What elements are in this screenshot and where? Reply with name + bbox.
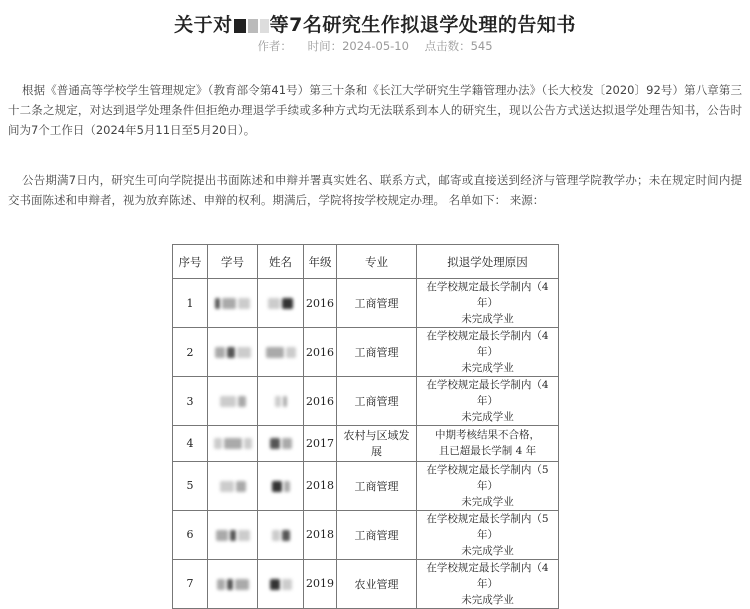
- article-header: [0, 10, 750, 37]
- header-reason: 拟退学处理原因: [417, 245, 559, 279]
- redacted-student-name: [258, 328, 304, 377]
- header-student-id: 学号: [208, 245, 258, 279]
- redacted-student-name: [258, 377, 304, 426]
- table-row: [173, 510, 559, 559]
- article-title: [174, 14, 576, 36]
- row-reason: 在学校规定最长学制内（4年） 未完成学业: [417, 559, 559, 608]
- redacted-name-block: [260, 19, 269, 33]
- table-row: [173, 328, 559, 377]
- table-row: [173, 377, 559, 426]
- row-reason: 在学校规定最长学制内（5年） 未完成学业: [417, 461, 559, 510]
- header-major: 专业: [337, 245, 417, 279]
- article-meta: [0, 38, 750, 54]
- redacted-student-id: [208, 510, 258, 559]
- row-no: 2: [173, 328, 208, 377]
- row-major: 农村与区域发展: [337, 426, 417, 462]
- row-no: 1: [173, 279, 208, 328]
- row-grade: 2019: [304, 559, 337, 608]
- row-no: 3: [173, 377, 208, 426]
- row-no: 7: [173, 559, 208, 608]
- row-grade: 2016: [304, 279, 337, 328]
- author-label: 作者：: [257, 39, 292, 53]
- table-row: [173, 559, 559, 608]
- row-no: 5: [173, 461, 208, 510]
- row-major: 工商管理: [337, 461, 417, 510]
- redacted-student-name: [258, 426, 304, 462]
- redacted-name-block: [248, 19, 258, 33]
- header-no: 序号: [173, 245, 208, 279]
- row-reason: 在学校规定最长学制内（4年） 未完成学业: [417, 328, 559, 377]
- row-no: 4: [173, 426, 208, 462]
- row-major: 工商管理: [337, 328, 417, 377]
- header-name: 姓名: [258, 245, 304, 279]
- publish-time: 时间：2024-05-10: [307, 39, 409, 53]
- row-reason: 在学校规定最长学制内（5年） 未完成学业: [417, 510, 559, 559]
- redacted-student-id: [208, 426, 258, 462]
- redacted-student-id: [208, 328, 258, 377]
- hit-count: 点击数：545: [424, 39, 493, 53]
- header-grade: 年级: [304, 245, 337, 279]
- row-grade: 2018: [304, 510, 337, 559]
- row-major: 农业管理: [337, 559, 417, 608]
- redacted-student-id: [208, 279, 258, 328]
- row-reason: 在学校规定最长学制内（4年） 未完成学业: [417, 377, 559, 426]
- row-major: 工商管理: [337, 377, 417, 426]
- title-prefix: 关于对: [174, 14, 233, 36]
- row-major: 工商管理: [337, 279, 417, 328]
- table-row: [173, 426, 559, 462]
- row-reason: 中期考核结果不合格， 且已超最长学制 4 年: [417, 426, 559, 462]
- redacted-name-block: [234, 19, 246, 33]
- redacted-student-id: [208, 559, 258, 608]
- redacted-student-id: [208, 461, 258, 510]
- table-header-row: [173, 245, 559, 279]
- intro-paragraph: 根据《普通高等学校学生管理规定》（教育部令第41号）第三十条和《长江大学研究生学籍管理办法》（长大校发〔2020〕92号）第八章第三十二条之规定，对达到退学处理条件但拒绝办理退学手续或多种方式均无法联系到本人的研究生，现以公告方式送达拟退学处理告知书，公告时间为7个工作日（2024年5月11日至5月20日）。: [8, 83, 742, 137]
- redacted-student-name: [258, 559, 304, 608]
- row-grade: 2018: [304, 461, 337, 510]
- notice-paragraph: 公告期满7日内，研究生可向学院提出书面陈述和申辩并署真实姓名、联系方式，邮寄或直接送到经济与管理学院教学办；未在规定时间内提交书面陈述和申辩者，视为放弃陈述、申辩的权利。期满后，学院将按学校规定办理。 名单如下： 来源：: [8, 173, 742, 207]
- title-suffix: 等7名研究生作拟退学处理的告知书: [269, 14, 576, 36]
- redacted-student-name: [258, 461, 304, 510]
- redacted-student-name: [258, 279, 304, 328]
- student-list-table: [172, 244, 559, 609]
- table-row: [173, 461, 559, 510]
- row-no: 6: [173, 510, 208, 559]
- redacted-student-id: [208, 377, 258, 426]
- row-major: 工商管理: [337, 510, 417, 559]
- row-grade: 2016: [304, 328, 337, 377]
- row-grade: 2016: [304, 377, 337, 426]
- row-grade: 2017: [304, 426, 337, 462]
- table-row: [173, 279, 559, 328]
- row-reason: 在学校规定最长学制内（4年） 未完成学业: [417, 279, 559, 328]
- redacted-student-name: [258, 510, 304, 559]
